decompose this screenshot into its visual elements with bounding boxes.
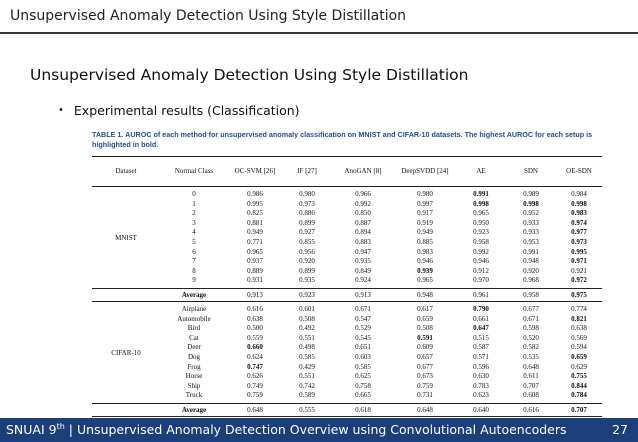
auroc-cell: 0.596: [473, 362, 489, 371]
auroc-cell: 0.749: [247, 381, 263, 390]
auroc-cell: 0.917: [417, 209, 433, 218]
bullet-item: [58, 103, 300, 118]
auroc-cell: 0.980: [417, 190, 433, 198]
average-row: [92, 403, 602, 416]
table-row: [92, 353, 602, 363]
col-header: OC-SVM [26]: [228, 157, 282, 187]
auroc-cell: 0.949: [247, 228, 263, 237]
auroc-cell: 0.582: [523, 343, 539, 352]
auroc-cell: 0.648: [523, 362, 539, 371]
auroc-cell: 0.946: [473, 257, 489, 266]
cifar-section: [92, 301, 602, 403]
auroc-cell: 0.742: [299, 381, 315, 390]
cifar-average-section: [92, 403, 602, 416]
table-row: [92, 301, 602, 314]
average-cell: 0.640: [456, 403, 506, 416]
auroc-cell: 0.547: [355, 314, 371, 323]
auroc-cell: 0.935: [299, 276, 315, 285]
normal-class-cell: 4: [192, 228, 196, 237]
best-score: 0.973: [571, 237, 587, 246]
auroc-cell: 0.608: [523, 391, 539, 400]
auroc-cell: [556, 248, 602, 258]
auroc-cell: 0.968: [523, 276, 539, 285]
auroc-cell: 0.589: [299, 391, 315, 400]
auroc-cell: 0.429: [299, 362, 315, 371]
col-header: IF [27]: [282, 157, 332, 187]
auroc-cell: 0.771: [247, 237, 263, 246]
bullet-text: Experimental results (Classification): [73, 103, 300, 118]
auroc-cell: 0.651: [355, 343, 371, 352]
auroc-cell: [456, 301, 506, 314]
normal-class-cell: Airplane: [181, 304, 207, 313]
best-score: 0.971: [571, 257, 587, 266]
normal-class-cell: 5: [192, 237, 196, 246]
normal-class-cell: 1: [192, 199, 196, 208]
table-row: [92, 248, 602, 258]
normal-class-cell: 7: [192, 257, 196, 266]
auroc-cell: 0.545: [355, 333, 371, 342]
auroc-cell: [556, 391, 602, 403]
mnist-section: [92, 187, 602, 289]
auroc-cell: 0.492: [299, 324, 315, 333]
auroc-cell: 0.956: [299, 247, 315, 256]
average-cell: 0.618: [332, 403, 394, 416]
normal-class-cell: 3: [192, 218, 196, 227]
normal-class-cell: Bird: [187, 324, 201, 333]
auroc-cell: 0.625: [355, 372, 371, 381]
average-cell: 0.913: [228, 288, 282, 301]
normal-class-cell: 2: [192, 209, 196, 218]
average-cell: 0.913: [332, 288, 394, 301]
table-row: [92, 372, 602, 382]
footer-bar: [0, 418, 638, 442]
auroc-cell: 0.986: [247, 190, 263, 198]
best-score: 0.821: [571, 314, 587, 323]
auroc-cell: 0.515: [473, 333, 489, 342]
auroc-cell: 0.949: [417, 228, 433, 237]
auroc-cell: 0.935: [355, 257, 371, 266]
auroc-cell: [228, 363, 282, 373]
table-row: [92, 187, 602, 200]
auroc-cell: 0.659: [417, 314, 433, 323]
best-score: 0.998: [473, 199, 489, 208]
auroc-cell: 0.535: [523, 352, 539, 361]
auroc-cell: 0.594: [571, 343, 587, 352]
auroc-cell: 0.991: [523, 247, 539, 256]
dataset-name: MNIST: [115, 234, 137, 243]
best-score: 0.995: [571, 247, 587, 256]
header-divider: [0, 32, 638, 34]
table-row: [92, 324, 602, 334]
slide-title: Unsupervised Anomaly Detection Using Style Distillation: [30, 66, 469, 84]
auroc-cell: 0.933: [523, 218, 539, 227]
table-row: [92, 219, 602, 229]
auroc-cell: 0.912: [473, 266, 489, 275]
normal-class-cell: 6: [192, 247, 196, 256]
best-score: 0.977: [571, 228, 587, 237]
dataset-name: CIFAR-10: [111, 349, 141, 358]
auroc-cell: [556, 200, 602, 210]
table-row: [92, 238, 602, 248]
average-cell: [556, 403, 602, 416]
normal-class-cell: Ship: [187, 381, 201, 390]
best-score: 0.591: [417, 333, 433, 342]
average-cell: [556, 288, 602, 301]
auroc-cell: 0.623: [473, 391, 489, 400]
auroc-cell: [556, 219, 602, 229]
table-header-row: [92, 157, 602, 187]
best-score: 0.939: [417, 266, 433, 275]
best-score: 0.660: [247, 343, 263, 352]
auroc-cell: 0.919: [417, 218, 433, 227]
table-caption: [92, 130, 596, 150]
auroc-cell: 0.624: [247, 352, 263, 361]
auroc-cell: 0.980: [299, 190, 315, 198]
best-score: 0.975: [571, 290, 587, 299]
normal-class-cell: Automobile: [177, 314, 211, 323]
auroc-cell: 0.707: [523, 381, 539, 390]
col-header: DeepSVDD [24]: [394, 157, 456, 187]
normal-class-cell: Frog: [187, 362, 201, 371]
average-cell: 0.923: [282, 288, 332, 301]
col-header: Dataset: [92, 157, 160, 187]
auroc-cell: [456, 200, 506, 210]
auroc-cell: 0.952: [523, 209, 539, 218]
auroc-cell: 0.887: [355, 218, 371, 227]
auroc-cell: 0.927: [299, 228, 315, 237]
auroc-cell: 0.677: [523, 304, 539, 313]
auroc-cell: 0.601: [299, 304, 315, 313]
average-cell: 0.555: [282, 403, 332, 416]
auroc-cell: [456, 187, 506, 200]
auroc-cell: 0.921: [571, 266, 587, 275]
best-score: 0.844: [571, 381, 587, 390]
average-label: [160, 288, 228, 301]
auroc-cell: 0.774: [571, 304, 587, 313]
table-caption-lead: TABLE 1.: [92, 130, 124, 139]
average-cell: 0.648: [394, 403, 456, 416]
auroc-cell: [556, 276, 602, 288]
auroc-cell: 0.609: [417, 343, 433, 352]
auroc-cell: 0.946: [417, 257, 433, 266]
auroc-cell: 0.931: [247, 276, 263, 285]
auroc-cell: 0.920: [523, 266, 539, 275]
normal-class-cell: 8: [192, 266, 196, 275]
auroc-cell: [556, 353, 602, 363]
auroc-cell: 0.617: [417, 304, 433, 313]
auroc-cell: 0.551: [299, 372, 315, 381]
auroc-cell: 0.677: [417, 362, 433, 371]
best-score: 0.659: [571, 352, 587, 361]
bullet-dot-icon: •: [58, 105, 64, 116]
auroc-cell: 0.899: [299, 218, 315, 227]
normal-class-cell: Deer: [187, 343, 201, 352]
header-title: Unsupervised Anomaly Detection Using Style Distillation: [10, 8, 407, 24]
auroc-cell: 0.920: [299, 257, 315, 266]
normal-class-cell: Truck: [185, 391, 203, 400]
auroc-cell: 0.551: [299, 333, 315, 342]
auroc-cell: 0.933: [523, 228, 539, 237]
table-row: [92, 209, 602, 219]
auroc-cell: 0.665: [355, 391, 371, 400]
auroc-cell: 0.598: [523, 324, 539, 333]
auroc-cell: 0.671: [523, 314, 539, 323]
auroc-cell: 0.626: [247, 372, 263, 381]
auroc-cell: [556, 315, 602, 325]
best-score: 0.998: [523, 199, 539, 208]
best-score: 0.972: [571, 276, 587, 285]
normal-class-cell: Dog: [187, 352, 201, 361]
auroc-cell: 0.657: [417, 352, 433, 361]
auroc-cell: 0.953: [523, 237, 539, 246]
best-score: 0.747: [247, 362, 263, 371]
best-score: 0.974: [571, 218, 587, 227]
auroc-cell: 0.965: [473, 209, 489, 218]
auroc-cell: 0.638: [247, 314, 263, 323]
footer-org-sup: th: [56, 422, 65, 431]
table-row: [92, 363, 602, 373]
auroc-cell: 0.616: [247, 304, 263, 313]
average-cell: 0.961: [456, 288, 506, 301]
auroc-cell: [556, 228, 602, 238]
auroc-cell: 0.571: [473, 352, 489, 361]
auroc-cell: 0.992: [473, 247, 489, 256]
col-header: Normal Class: [160, 157, 228, 187]
auroc-cell: 0.984: [571, 190, 587, 198]
auroc-cell: 0.995: [247, 199, 263, 208]
best-score: 0.755: [571, 372, 587, 381]
auroc-cell: [556, 238, 602, 248]
auroc-cell: 0.965: [417, 276, 433, 285]
auroc-cell: 0.924: [355, 276, 371, 285]
table-row: [92, 200, 602, 210]
auroc-cell: 0.825: [247, 209, 263, 218]
best-score: 0.991: [473, 190, 489, 198]
auroc-cell: [556, 382, 602, 392]
footer-text: | Unsupervised Anomaly Detection Overview using Convolutional Autoencoders: [64, 422, 567, 437]
auroc-cell: 0.587: [473, 343, 489, 352]
average-row: [92, 288, 602, 301]
col-header: OE-SDN: [556, 157, 602, 187]
auroc-cell: 0.899: [299, 266, 315, 275]
auroc-cell: [556, 209, 602, 219]
auroc-cell: 0.508: [299, 314, 315, 323]
col-header: AE: [456, 157, 506, 187]
normal-class-cell: 0: [192, 190, 196, 198]
auroc-cell: 0.559: [247, 333, 263, 342]
auroc-cell: 0.759: [417, 381, 433, 390]
auroc-cell: [506, 200, 556, 210]
auroc-cell: 0.849: [355, 266, 371, 275]
auroc-cell: [394, 267, 456, 277]
auroc-cell: 0.661: [473, 314, 489, 323]
auroc-cell: 0.520: [523, 333, 539, 342]
empty-cell: [92, 288, 160, 301]
auroc-cell: 0.673: [417, 372, 433, 381]
auroc-cell: 0.992: [355, 199, 371, 208]
results-table: [92, 156, 602, 417]
average-label: [160, 403, 228, 416]
auroc-cell: 0.970: [473, 276, 489, 285]
best-score: 0.790: [473, 304, 489, 313]
page-number: 27: [612, 422, 628, 437]
average-label-text: Average: [181, 405, 207, 414]
auroc-cell: 0.731: [417, 391, 433, 400]
normal-class-cell: Cat: [189, 333, 199, 342]
best-score: 0.647: [473, 324, 489, 333]
auroc-cell: 0.883: [355, 237, 371, 246]
auroc-cell: 0.965: [247, 247, 263, 256]
auroc-cell: [228, 343, 282, 353]
average-cell: 0.648: [228, 403, 282, 416]
best-score: 0.983: [571, 209, 587, 218]
empty-cell: [92, 403, 160, 416]
footer-org: SNUAI 9: [6, 422, 57, 437]
table-row: [92, 228, 602, 238]
table-row: [92, 276, 602, 288]
auroc-cell: 0.989: [523, 190, 539, 198]
average-cell: 0.958: [506, 288, 556, 301]
auroc-cell: 0.983: [417, 247, 433, 256]
auroc-cell: 0.885: [417, 237, 433, 246]
table-row: [92, 343, 602, 353]
auroc-cell: 0.569: [571, 333, 587, 342]
auroc-cell: 0.585: [355, 362, 371, 371]
table-row: [92, 315, 602, 325]
auroc-cell: 0.886: [299, 209, 315, 218]
table-row: [92, 267, 602, 277]
auroc-cell: 0.629: [571, 362, 587, 371]
auroc-cell: 0.997: [417, 199, 433, 208]
auroc-cell: 0.758: [355, 381, 371, 390]
best-score: 0.784: [571, 391, 587, 400]
auroc-cell: 0.611: [523, 372, 539, 381]
auroc-cell: 0.585: [299, 352, 315, 361]
auroc-cell: 0.850: [355, 209, 371, 218]
auroc-cell: 0.529: [355, 324, 371, 333]
auroc-cell: 0.783: [473, 381, 489, 390]
col-header: SDN: [506, 157, 556, 187]
normal-class-cell: Horse: [185, 372, 203, 381]
auroc-cell: 0.950: [473, 218, 489, 227]
auroc-cell: 0.948: [523, 257, 539, 266]
average-cell: 0.948: [394, 288, 456, 301]
auroc-cell: 0.671: [355, 304, 371, 313]
table-row: [92, 382, 602, 392]
auroc-cell: 0.923: [473, 228, 489, 237]
col-header: AnoGAN [8]: [332, 157, 394, 187]
average-label-text: Average: [181, 290, 207, 299]
best-score: 0.998: [571, 199, 587, 208]
auroc-cell: 0.759: [247, 391, 263, 400]
best-score: 0.707: [571, 405, 587, 414]
auroc-cell: 0.603: [355, 352, 371, 361]
auroc-cell: 0.894: [355, 228, 371, 237]
auroc-cell: 0.855: [299, 237, 315, 246]
auroc-cell: 0.638: [571, 324, 587, 333]
auroc-cell: 0.500: [247, 324, 263, 333]
auroc-cell: 0.937: [247, 257, 263, 266]
table-row: [92, 334, 602, 344]
normal-class-cell: 9: [192, 276, 196, 285]
auroc-cell: 0.881: [247, 218, 263, 227]
auroc-cell: [556, 257, 602, 267]
auroc-cell: 0.966: [355, 190, 371, 198]
auroc-cell: 0.947: [355, 247, 371, 256]
auroc-cell: 0.973: [299, 199, 315, 208]
auroc-cell: 0.889: [247, 266, 263, 275]
table-row: [92, 257, 602, 267]
auroc-cell: 0.508: [417, 324, 433, 333]
mnist-average-section: [92, 288, 602, 301]
auroc-cell: 0.630: [473, 372, 489, 381]
average-cell: 0.616: [506, 403, 556, 416]
auroc-cell: 0.498: [299, 343, 315, 352]
auroc-cell: 0.958: [473, 237, 489, 246]
auroc-cell: [456, 324, 506, 334]
table-caption-body: AUROC of each method for unsupervised anomaly classification on MNIST and CIFAR-10 datasets. The highest AUROC for each setup is highlighted in bold.: [92, 130, 593, 149]
table-row: [92, 391, 602, 403]
auroc-cell: [556, 372, 602, 382]
auroc-cell: [394, 334, 456, 344]
